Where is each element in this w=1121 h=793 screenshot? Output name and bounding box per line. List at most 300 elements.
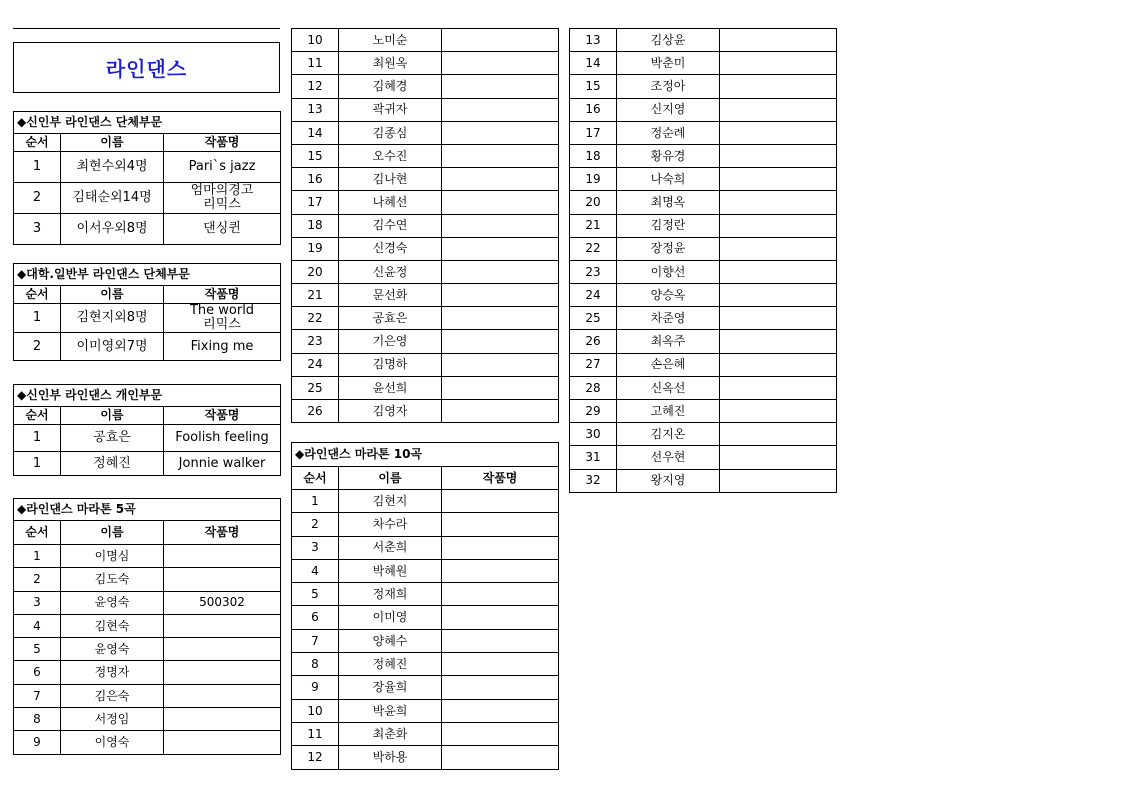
name-cell: 김태순외14명: [61, 183, 164, 214]
order-header: 순서: [292, 467, 339, 490]
work-cell: [164, 545, 281, 568]
table-row: [570, 353, 837, 376]
order-cell: 18: [292, 214, 339, 237]
order-cell: 8: [14, 708, 61, 731]
name-cell: 고혜진: [617, 400, 720, 423]
name-cell: 이향선: [617, 260, 720, 283]
marathon5-cont-table: [291, 28, 559, 423]
work-cell: [442, 98, 559, 121]
name-cell: 김은숙: [61, 684, 164, 707]
name-cell: 박하용: [339, 746, 442, 769]
table-row: [14, 614, 281, 637]
table-row: [292, 653, 559, 676]
order-cell: 23: [570, 260, 617, 283]
header-row: [14, 286, 281, 304]
table-row: [292, 676, 559, 699]
work-cell: [442, 260, 559, 283]
name-cell: 신경숙: [339, 237, 442, 260]
work-cell: [720, 168, 837, 191]
work-cell: [442, 559, 559, 582]
order-header: 순서: [14, 407, 61, 425]
name-cell: 차수라: [339, 513, 442, 536]
table-row: [14, 568, 281, 591]
table-row: [292, 29, 559, 52]
order-cell: 5: [292, 583, 339, 606]
name-cell: 양승옥: [617, 284, 720, 307]
order-cell: 10: [292, 29, 339, 52]
table-row: [570, 423, 837, 446]
work-cell: [442, 307, 559, 330]
work-cell: [442, 191, 559, 214]
name-cell: 김나현: [339, 168, 442, 191]
work-cell: [442, 606, 559, 629]
order-cell: 17: [292, 191, 339, 214]
order-header: 순서: [14, 521, 61, 545]
name-cell: 김상윤: [617, 29, 720, 52]
work-cell: [720, 52, 837, 75]
name-cell: 차준영: [617, 307, 720, 330]
name-header: 이름: [339, 467, 442, 490]
order-cell: 10: [292, 699, 339, 722]
table-row: [292, 121, 559, 144]
work-cell: [164, 684, 281, 707]
work-cell: Foolish feeling: [164, 425, 281, 452]
name-cell: 김명하: [339, 353, 442, 376]
work-header: 작품명: [164, 134, 281, 152]
name-cell: 공효은: [339, 307, 442, 330]
name-cell: 김현숙: [61, 614, 164, 637]
table-row: [570, 469, 837, 492]
work-cell: [442, 237, 559, 260]
order-cell: 13: [292, 98, 339, 121]
name-cell: 신옥선: [617, 376, 720, 399]
work-cell: [164, 638, 281, 661]
name-cell: 정혜진: [339, 653, 442, 676]
table-row: [570, 307, 837, 330]
name-cell: 김영자: [339, 400, 442, 423]
table-row: [292, 746, 559, 769]
work-cell: [720, 237, 837, 260]
name-cell: 양혜수: [339, 629, 442, 652]
name-cell: 박윤희: [339, 699, 442, 722]
section-caption-row: [14, 499, 281, 521]
name-cell: 기은영: [339, 330, 442, 353]
name-cell: 나숙희: [617, 168, 720, 191]
work-cell: [164, 731, 281, 754]
order-cell: 3: [14, 214, 61, 245]
name-cell: 박춘미: [617, 52, 720, 75]
name-cell: 손은혜: [617, 353, 720, 376]
order-cell: 30: [570, 423, 617, 446]
work-cell: [442, 75, 559, 98]
name-cell: 조정아: [617, 75, 720, 98]
work-cell: [720, 423, 837, 446]
top-rule: [13, 28, 280, 29]
name-cell: 김현지외8명: [61, 304, 164, 333]
order-cell: 19: [292, 237, 339, 260]
table-row: [570, 330, 837, 353]
table-row: [14, 304, 281, 333]
name-cell: 정순례: [617, 121, 720, 144]
name-cell: 최옥주: [617, 330, 720, 353]
table-row: [14, 591, 281, 614]
work-cell: [164, 568, 281, 591]
order-cell: 29: [570, 400, 617, 423]
work-cell: [720, 121, 837, 144]
marathon10-cont-table: [569, 28, 837, 493]
table-row: [570, 168, 837, 191]
work-cell: [720, 98, 837, 121]
name-cell: 서춘희: [339, 536, 442, 559]
table-row: [292, 559, 559, 582]
work-cell: [720, 144, 837, 167]
work-cell: [720, 469, 837, 492]
newcomer-group-table: [13, 111, 281, 245]
order-cell: 26: [570, 330, 617, 353]
work-cell: Jonnie walker: [164, 452, 281, 476]
work-cell: [720, 214, 837, 237]
name-cell: 정혜진: [61, 452, 164, 476]
work-cell: [442, 52, 559, 75]
order-cell: 22: [292, 307, 339, 330]
name-cell: 김수연: [339, 214, 442, 237]
order-cell: 4: [14, 614, 61, 637]
name-cell: 선우현: [617, 446, 720, 469]
work-cell: [720, 307, 837, 330]
order-cell: 1: [14, 425, 61, 452]
order-cell: 21: [570, 214, 617, 237]
name-cell: 문선화: [339, 284, 442, 307]
table-row: [570, 376, 837, 399]
table-row: [14, 545, 281, 568]
order-cell: 4: [292, 559, 339, 582]
order-header: 순서: [14, 286, 61, 304]
work-cell: [442, 330, 559, 353]
work-header: 작품명: [442, 467, 559, 490]
order-cell: 2: [14, 333, 61, 361]
order-cell: 16: [570, 98, 617, 121]
work-cell: [720, 446, 837, 469]
table-row: [292, 629, 559, 652]
name-cell: 나혜선: [339, 191, 442, 214]
work-cell: [442, 121, 559, 144]
table-row: [292, 400, 559, 423]
table-row: [570, 237, 837, 260]
order-cell: 25: [292, 376, 339, 399]
table-row: [570, 191, 837, 214]
name-cell: 윤영숙: [61, 591, 164, 614]
order-cell: 7: [14, 684, 61, 707]
table-row: [14, 152, 281, 183]
work-cell: 엄마의경고 리믹스: [164, 183, 281, 214]
name-cell: 장율희: [339, 676, 442, 699]
order-cell: 31: [570, 446, 617, 469]
name-cell: 최춘화: [339, 722, 442, 745]
order-cell: 14: [292, 121, 339, 144]
table-row: [14, 452, 281, 476]
name-cell: 이미영: [339, 606, 442, 629]
name-cell: 윤영숙: [61, 638, 164, 661]
work-cell: [164, 661, 281, 684]
section-title: ◆신인부 라인댄스 단체부문: [14, 112, 281, 134]
order-cell: 6: [292, 606, 339, 629]
table-row: [14, 214, 281, 245]
order-cell: 11: [292, 722, 339, 745]
marathon5-table: [13, 498, 281, 755]
order-cell: 19: [570, 168, 617, 191]
work-cell: [164, 614, 281, 637]
table-row: [14, 708, 281, 731]
work-cell: [164, 708, 281, 731]
work-cell: [442, 536, 559, 559]
work-cell: [720, 400, 837, 423]
name-cell: 이명심: [61, 545, 164, 568]
work-cell: [442, 746, 559, 769]
name-cell: 서정임: [61, 708, 164, 731]
work-cell: [442, 400, 559, 423]
work-cell: [720, 191, 837, 214]
table-row: [292, 237, 559, 260]
name-cell: 김종심: [339, 121, 442, 144]
table-row: [570, 446, 837, 469]
name-cell: 최현수외4명: [61, 152, 164, 183]
order-cell: 12: [292, 746, 339, 769]
table-row: [14, 661, 281, 684]
order-cell: 17: [570, 121, 617, 144]
table-row: [292, 144, 559, 167]
table-row: [292, 168, 559, 191]
work-cell: [720, 75, 837, 98]
order-cell: 27: [570, 353, 617, 376]
work-cell: [442, 676, 559, 699]
header-row: [14, 407, 281, 425]
table-row: [292, 98, 559, 121]
work-cell: [720, 330, 837, 353]
work-header: 작품명: [164, 407, 281, 425]
order-cell: 14: [570, 52, 617, 75]
work-cell: [720, 29, 837, 52]
name-header: 이름: [61, 134, 164, 152]
order-cell: 16: [292, 168, 339, 191]
name-cell: 황유경: [617, 144, 720, 167]
table-row: [570, 260, 837, 283]
work-cell: [442, 144, 559, 167]
table-row: [292, 284, 559, 307]
order-cell: 22: [570, 237, 617, 260]
order-cell: 13: [570, 29, 617, 52]
newcomer-individual-table: [13, 384, 281, 476]
order-cell: 15: [570, 75, 617, 98]
work-cell: Pari`s jazz: [164, 152, 281, 183]
page-title-box: [13, 42, 280, 93]
header-row: [14, 134, 281, 152]
name-cell: 김혜경: [339, 75, 442, 98]
name-cell: 왕지영: [617, 469, 720, 492]
section-title: ◆라인댄스 마라톤 10곡: [292, 443, 559, 467]
name-cell: 이미영외7명: [61, 333, 164, 361]
header-row: [14, 521, 281, 545]
name-cell: 곽귀자: [339, 98, 442, 121]
table-row: [14, 638, 281, 661]
order-cell: 12: [292, 75, 339, 98]
section-caption-row: [14, 385, 281, 407]
work-cell: [442, 513, 559, 536]
table-row: [570, 98, 837, 121]
name-cell: 최원옥: [339, 52, 442, 75]
name-cell: 노미순: [339, 29, 442, 52]
work-cell: [442, 353, 559, 376]
table-row: [292, 606, 559, 629]
table-row: [292, 214, 559, 237]
name-cell: 박혜원: [339, 559, 442, 582]
name-cell: 장정윤: [617, 237, 720, 260]
table-row: [570, 29, 837, 52]
name-header: 이름: [61, 521, 164, 545]
page-title: 라인댄스: [105, 57, 188, 81]
section-caption-row: [14, 264, 281, 286]
work-cell: The world 리믹스: [164, 304, 281, 333]
order-cell: 1: [14, 152, 61, 183]
name-cell: 신윤정: [339, 260, 442, 283]
order-header: 순서: [14, 134, 61, 152]
name-header: 이름: [61, 407, 164, 425]
order-cell: 2: [14, 568, 61, 591]
section-title: ◆대학.일반부 라인댄스 단체부문: [14, 264, 281, 286]
order-cell: 2: [292, 513, 339, 536]
table-row: [292, 699, 559, 722]
name-cell: 신지영: [617, 98, 720, 121]
order-cell: 1: [14, 452, 61, 476]
name-cell: 최명옥: [617, 191, 720, 214]
header-row: [292, 467, 559, 490]
order-cell: 3: [292, 536, 339, 559]
name-cell: 정재희: [339, 583, 442, 606]
order-cell: 24: [570, 284, 617, 307]
section-caption-row: [14, 112, 281, 134]
section-title: ◆라인댄스 마라톤 5곡: [14, 499, 281, 521]
work-cell: [720, 376, 837, 399]
table-row: [292, 330, 559, 353]
table-row: [570, 214, 837, 237]
order-cell: 1: [14, 304, 61, 333]
table-row: [292, 75, 559, 98]
order-cell: 5: [14, 638, 61, 661]
order-cell: 2: [14, 183, 61, 214]
name-cell: 이영숙: [61, 731, 164, 754]
order-cell: 21: [292, 284, 339, 307]
order-cell: 11: [292, 52, 339, 75]
order-cell: 6: [14, 661, 61, 684]
table-row: [570, 52, 837, 75]
name-cell: 김정란: [617, 214, 720, 237]
table-row: [14, 731, 281, 754]
order-cell: 1: [14, 545, 61, 568]
table-row: [292, 722, 559, 745]
table-row: [570, 284, 837, 307]
name-cell: 김도숙: [61, 568, 164, 591]
work-cell: [442, 376, 559, 399]
name-cell: 정명자: [61, 661, 164, 684]
table-row: [292, 353, 559, 376]
table-row: [292, 260, 559, 283]
order-cell: 1: [292, 490, 339, 513]
college-group-table: [13, 263, 281, 361]
table-row: [570, 400, 837, 423]
order-cell: 7: [292, 629, 339, 652]
table-row: [14, 333, 281, 361]
work-cell: [442, 29, 559, 52]
marathon10-table: [291, 442, 559, 770]
table-row: [292, 191, 559, 214]
work-cell: [442, 722, 559, 745]
work-cell: [442, 653, 559, 676]
work-cell: 댄싱퀸: [164, 214, 281, 245]
work-cell: [442, 284, 559, 307]
table-row: [292, 376, 559, 399]
order-cell: 3: [14, 591, 61, 614]
table-row: [292, 536, 559, 559]
order-cell: 9: [292, 676, 339, 699]
order-cell: 8: [292, 653, 339, 676]
table-row: [14, 684, 281, 707]
order-cell: 9: [14, 731, 61, 754]
name-cell: 공효은: [61, 425, 164, 452]
work-cell: [442, 629, 559, 652]
work-cell: [442, 490, 559, 513]
table-row: [292, 513, 559, 536]
work-header: 작품명: [164, 521, 281, 545]
name-cell: 김현지: [339, 490, 442, 513]
order-cell: 23: [292, 330, 339, 353]
order-cell: 20: [570, 191, 617, 214]
order-cell: 15: [292, 144, 339, 167]
section-title: ◆신인부 라인댄스 개인부문: [14, 385, 281, 407]
name-cell: 이서우외8명: [61, 214, 164, 245]
work-cell: [442, 699, 559, 722]
table-row: [570, 121, 837, 144]
table-row: [292, 52, 559, 75]
order-cell: 25: [570, 307, 617, 330]
table-row: [14, 425, 281, 452]
table-row: [292, 490, 559, 513]
section-caption-row: [292, 443, 559, 467]
work-cell: 500302: [164, 591, 281, 614]
table-row: [14, 183, 281, 214]
work-cell: [442, 583, 559, 606]
name-cell: 오수진: [339, 144, 442, 167]
name-cell: 윤선희: [339, 376, 442, 399]
work-header: 작품명: [164, 286, 281, 304]
work-cell: [442, 214, 559, 237]
work-cell: Fixing me: [164, 333, 281, 361]
order-cell: 26: [292, 400, 339, 423]
name-header: 이름: [61, 286, 164, 304]
work-cell: [720, 353, 837, 376]
work-cell: [442, 168, 559, 191]
table-row: [292, 307, 559, 330]
table-row: [570, 75, 837, 98]
order-cell: 28: [570, 376, 617, 399]
work-cell: [720, 260, 837, 283]
table-row: [570, 144, 837, 167]
name-cell: 김지온: [617, 423, 720, 446]
order-cell: 18: [570, 144, 617, 167]
order-cell: 20: [292, 260, 339, 283]
order-cell: 32: [570, 469, 617, 492]
work-cell: [720, 284, 837, 307]
table-row: [292, 583, 559, 606]
order-cell: 24: [292, 353, 339, 376]
